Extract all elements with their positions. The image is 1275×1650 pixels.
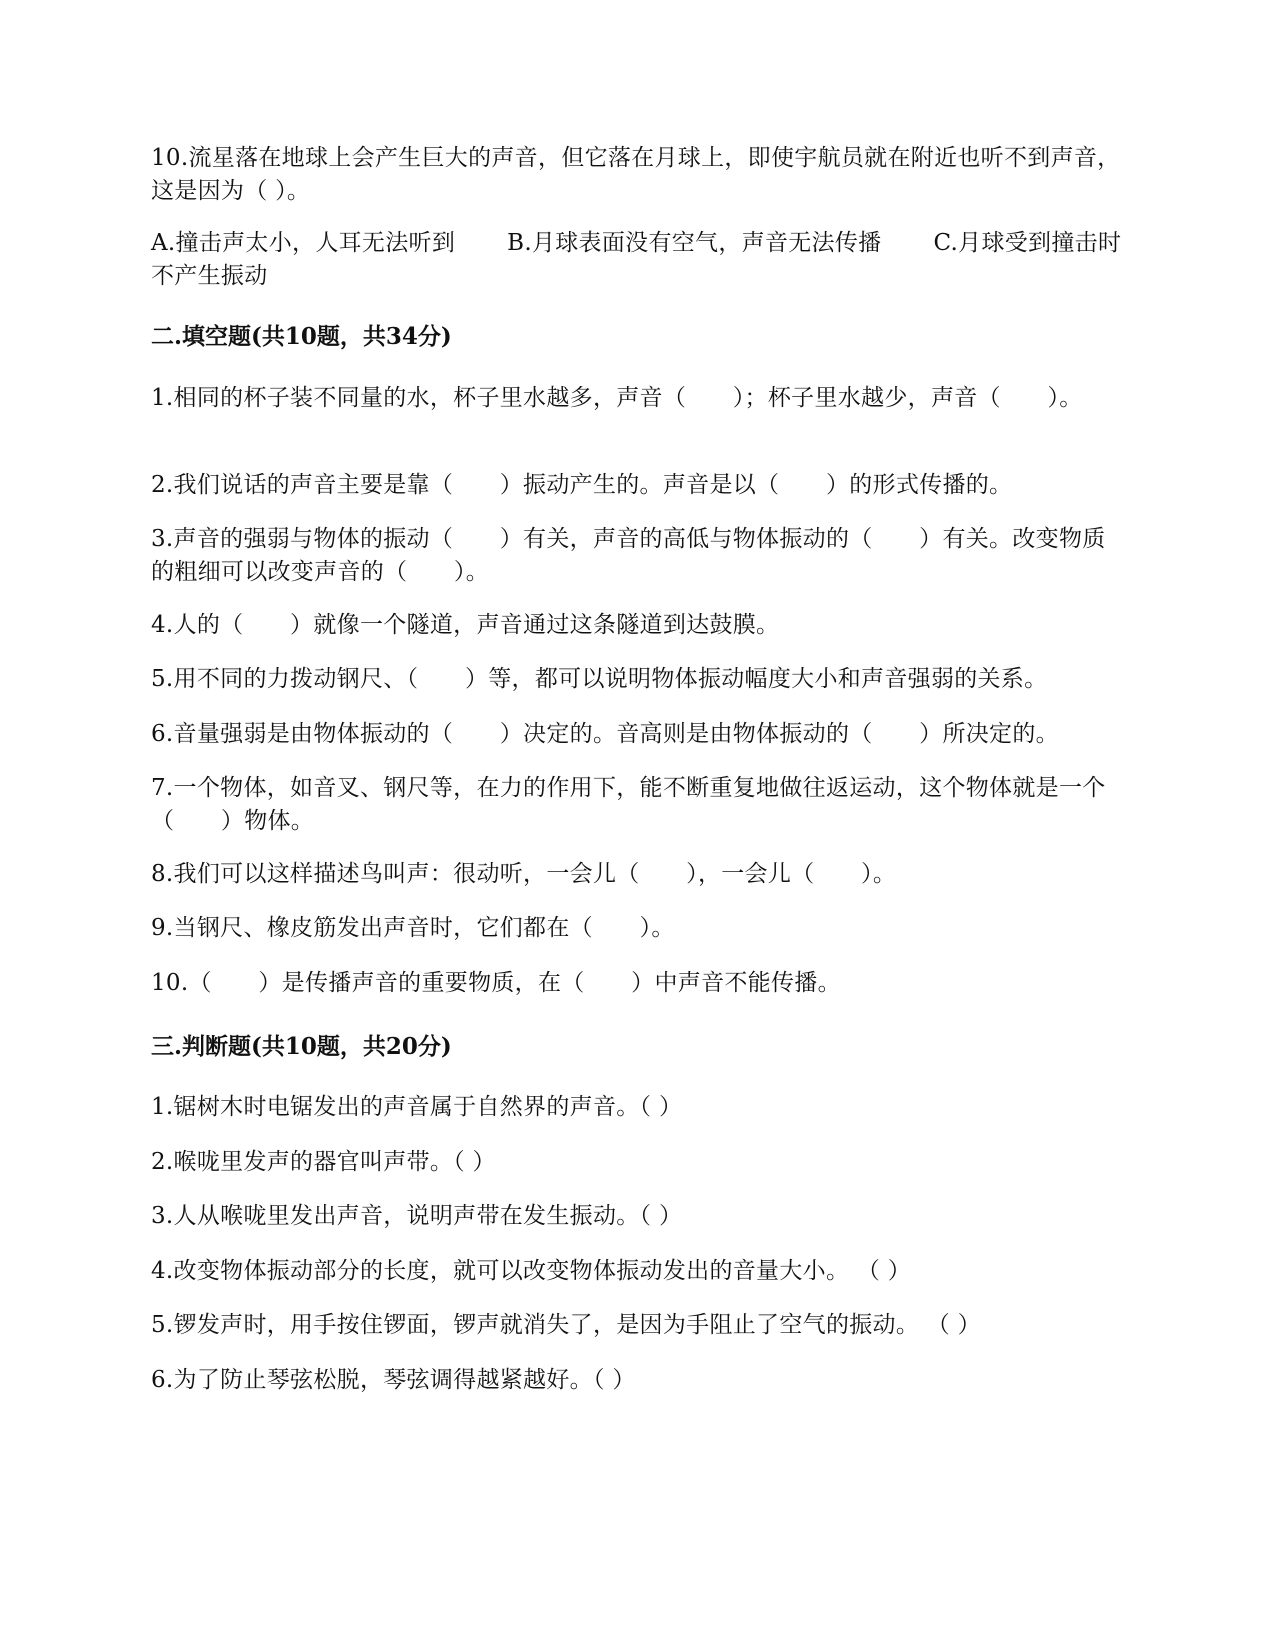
judge-question-4: 4.改变物体振动部分的长度，就可以改变物体振动发出的音量大小。 （ ）: [151, 1258, 912, 1284]
choice-question-10: 10.流星落在地球上会产生巨大的声音，但它落在月球上，即使宇航员就在附近也听不到声音，这是因为（ ）。: [151, 145, 1121, 204]
fill-question-3: 3.声音的强弱与物体的振动（ ）有关，声音的高低与物体振动的（ ）有关。改变物质的粗细可以改变声音的（ ）。: [151, 526, 1106, 585]
fill-question-4: 4.人的（ ）就像一个隧道，声音通过这条隧道到达鼓膜。: [151, 612, 780, 638]
fill-question-7: 7.一个物体，如音叉、钢尺等，在力的作用下，能不断重复地做往返运动，这个物体就是一个（ ）物体。: [151, 775, 1106, 834]
judge-question-5: 5.锣发声时，用手按住锣面，锣声就消失了，是因为手阻止了空气的振动。 （ ）: [151, 1312, 981, 1338]
option-a: A.撞击声太小，人耳无法听到: [151, 230, 456, 256]
judge-question-1: 1.锯树木时电锯发出的声音属于自然界的声音。（ ）: [151, 1094, 683, 1120]
fill-question-8: 8.我们可以这样描述鸟叫声：很动听，一会儿（ ），一会儿（ ）。: [151, 861, 897, 887]
section-2-heading: 二.填空题(共10题，共34分): [151, 323, 452, 350]
fill-question-5: 5.用不同的力拨动钢尺、（ ）等，都可以说明物体振动幅度大小和声音强弱的关系。: [151, 666, 1048, 692]
fill-question-9: 9.当钢尺、橡皮筋发出声音时，它们都在（ ）。: [151, 915, 675, 941]
fill-question-2: 2.我们说话的声音主要是靠（ ）振动产生的。声音是以（ ）的形式传播的。: [151, 472, 1013, 498]
section-3-heading: 三.判断题(共10题，共20分): [151, 1033, 452, 1060]
fill-question-1: 1.相同的杯子装不同量的水，杯子里水越多，声音（ ）；杯子里水越少，声音（ ）。: [151, 385, 1083, 411]
judge-question-2: 2.喉咙里发声的器官叫声带。（ ）: [151, 1149, 496, 1175]
fill-question-10: 10.（ ）是传播声音的重要物质，在（ ）中声音不能传播。: [151, 970, 841, 996]
choice-question-10-options: [151, 227, 1126, 293]
judge-question-6: 6.为了防止琴弦松脱，琴弦调得越紧越好。（ ）: [151, 1367, 636, 1393]
option-c: C.月球受到撞击时不产生振动: [151, 230, 1122, 289]
judge-question-3: 3.人从喉咙里发出声音，说明声带在发生振动。（ ）: [151, 1203, 683, 1229]
fill-question-6: 6.音量强弱是由物体振动的（ ）决定的。音高则是由物体振动的（ ）所决定的。: [151, 721, 1059, 747]
option-b: B.月球表面没有空气，声音无法传播: [507, 230, 882, 256]
